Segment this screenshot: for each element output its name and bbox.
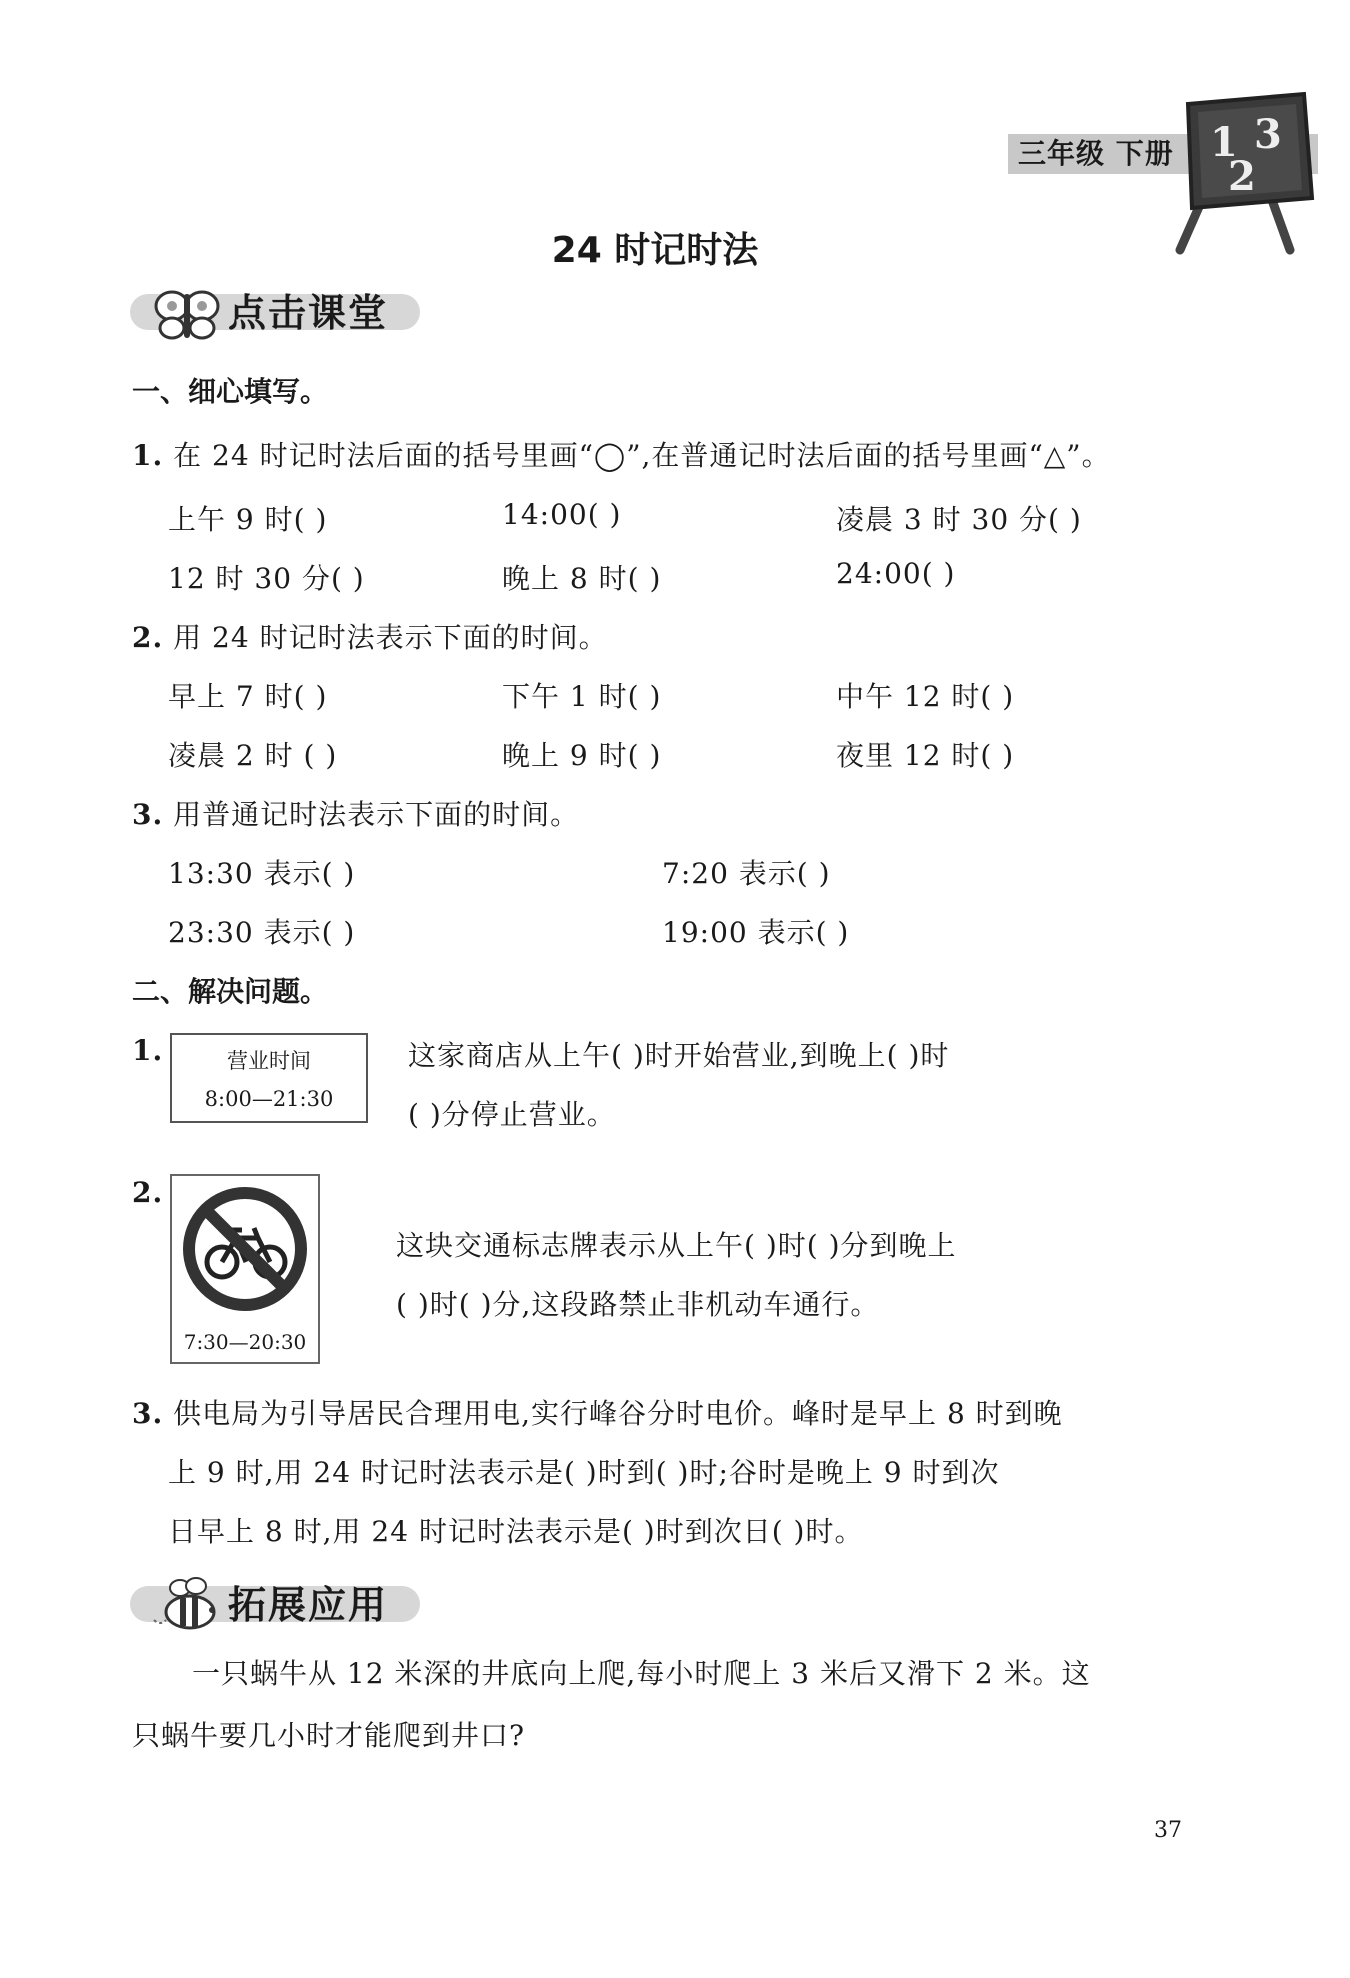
sign-title: 营业时间 (227, 1049, 311, 1073)
q1-item-2: 14:00( ) (502, 498, 622, 531)
q1-text: 在 24 时记时法后面的括号里画“◯”,在普通记时法后面的括号里画“△”。 (173, 439, 1111, 472)
q3-prompt (132, 793, 579, 833)
part2-heading: 二、解决问题。 (132, 975, 329, 1008)
q2-item-2: 下午 1 时( ) (502, 680, 662, 713)
q1-item-3: 凌晨 3 时 30 分( ) (836, 503, 1082, 536)
p3-line-1-text: 供电局为引导居民合理用电,实行峰谷分时电价。峰时是早上 8 时到晚 (173, 1397, 1063, 1430)
q2-prompt (132, 616, 608, 656)
p3-line-3: 日早上 8 时,用 24 时记时法表示是( )时到次日( )时。 (168, 1515, 864, 1548)
badge-digit-3: 2 (1228, 153, 1256, 200)
q2-item-1: 早上 7 时( ) (168, 680, 328, 713)
traffic-sign (170, 1174, 320, 1364)
q1-item-1: 上午 9 时( ) (168, 503, 328, 536)
bee-icon (150, 1576, 234, 1636)
p2-number: 2. (132, 1176, 164, 1209)
q1-item-4: 12 时 30 分( ) (168, 562, 365, 595)
q1-prompt (132, 434, 1111, 474)
grade-label: 三年级 下册 (1018, 137, 1174, 170)
page-title: 24 时记时法 (551, 230, 759, 271)
q1-number: 1. (132, 439, 164, 472)
p3-number: 3. (132, 1397, 164, 1430)
banner-text: 拓展应用 (228, 1583, 389, 1627)
page-number: 37 (1154, 1818, 1182, 1843)
banner-text: 点击课堂 (228, 291, 389, 335)
sign-hours: 8:00—21:30 (204, 1087, 334, 1111)
q3-number: 3. (132, 798, 164, 831)
q3-item-4: 19:00 表示( ) (662, 916, 850, 949)
p1-line-2: ( )分停止营业。 (408, 1098, 616, 1131)
q3-item-3: 23:30 表示( ) (168, 916, 356, 949)
p3-line-2: 上 9 时,用 24 时记时法表示是( )时到( )时;谷时是晚上 9 时到次 (168, 1456, 1000, 1489)
q2-item-5: 晚上 9 时( ) (502, 739, 662, 772)
badge-digit-1: 1 (1210, 119, 1238, 166)
p1-line-1: 这家商店从上午( )时开始营业,到晚上( )时 (408, 1039, 950, 1072)
sign-time: 7:30—20:30 (183, 1330, 307, 1354)
q2-text: 用 24 时记时法表示下面的时间。 (173, 621, 608, 654)
no-bicycle-icon (180, 1184, 310, 1314)
section-banner-extension (130, 1580, 450, 1627)
p2-line-1: 这块交通标志牌表示从上午( )时( )分到晚上 (396, 1229, 957, 1262)
part1-heading: 一、细心填写。 (132, 375, 329, 408)
butterfly-icon (150, 284, 230, 344)
section-banner-classroom (130, 288, 450, 335)
extension-line-2: 只蜗牛要几小时才能爬到井口? (132, 1719, 526, 1752)
extension-line-1: 一只蜗牛从 12 米深的井底向上爬,每小时爬上 3 米后又滑下 2 米。这 (192, 1657, 1091, 1690)
q2-item-3: 中午 12 时( ) (836, 680, 1015, 713)
q1-item-6: 24:00( ) (836, 557, 956, 590)
p3-line-1 (132, 1392, 1063, 1432)
q3-item-2: 7:20 表示( ) (662, 857, 831, 890)
p2-line-2: ( )时( )分,这段路禁止非机动车通行。 (396, 1288, 880, 1321)
q2-item-4: 凌晨 2 时 ( ) (168, 739, 338, 772)
business-hours-sign (170, 1033, 368, 1123)
q2-item-6: 夜里 12 时( ) (836, 739, 1015, 772)
q3-text: 用普通记时法表示下面的时间。 (173, 798, 580, 831)
q3-item-1: 13:30 表示( ) (168, 857, 356, 890)
badge-digit-2: 3 (1254, 111, 1282, 158)
q2-number: 2. (132, 621, 164, 654)
q1-item-5: 晚上 8 时( ) (502, 562, 662, 595)
p1-number: 1. (132, 1034, 164, 1067)
